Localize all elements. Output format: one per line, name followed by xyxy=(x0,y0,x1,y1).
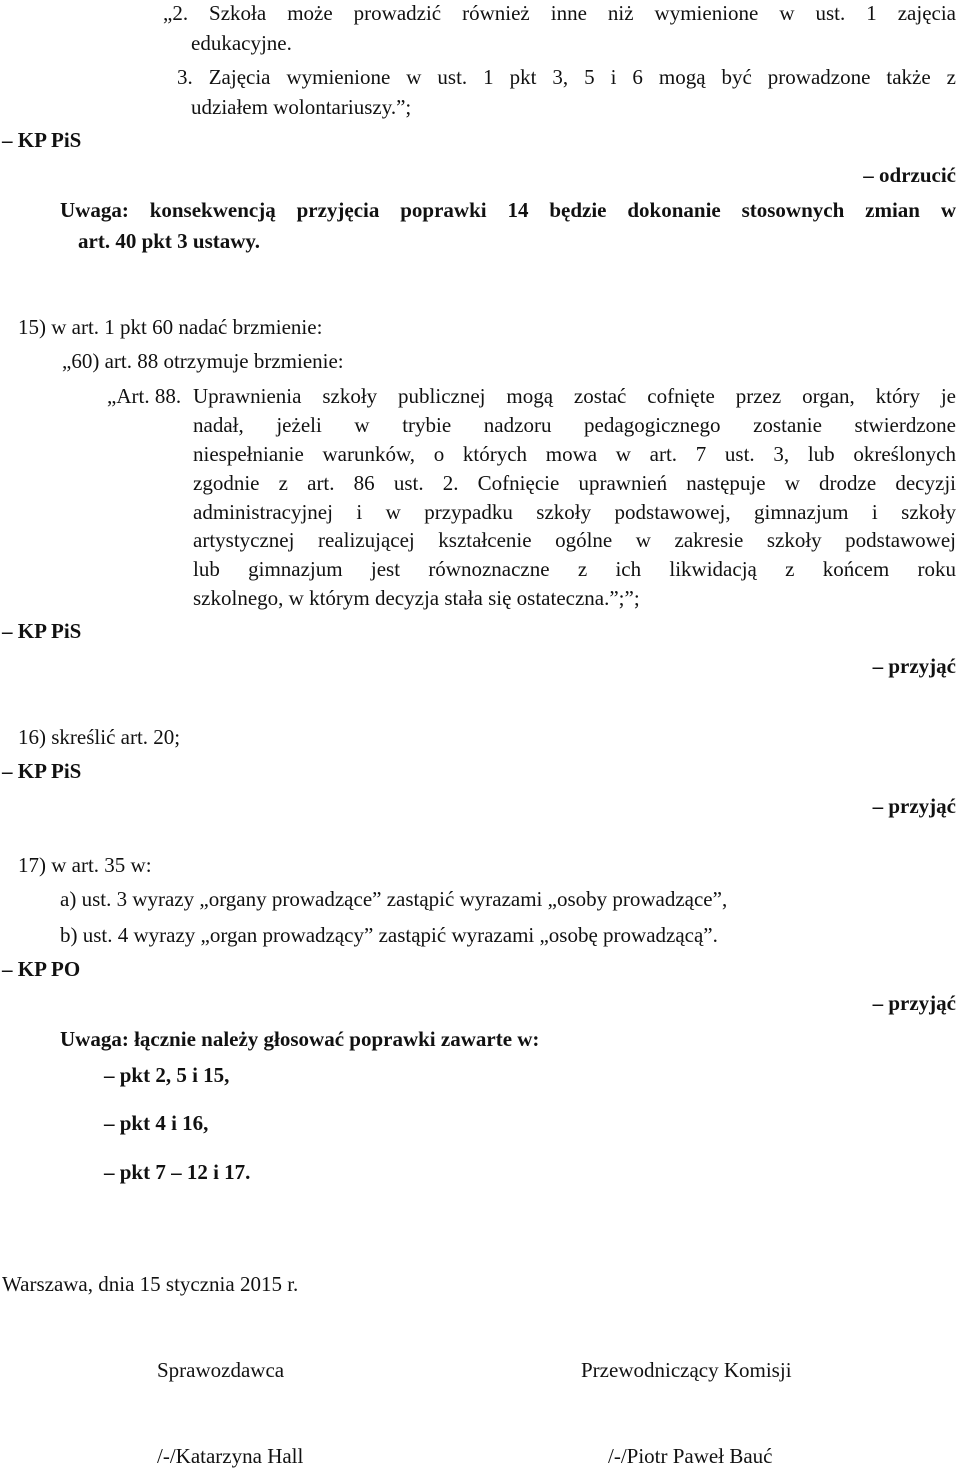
signature-left-role: Sprawozdawca xyxy=(157,1358,285,1382)
joint-note-item-1: – pkt 2, 5 i 15, xyxy=(104,1063,230,1087)
amend15-decision: – przyjąć xyxy=(872,654,956,678)
amend17-b: b) ust. 4 wyrazy „organ prowadzący” zastąpić wyrazami „osobę prowadzącą”. xyxy=(60,923,718,947)
amend14-item2-line1: „2. Szkoła może prowadzić również inne niż wymienione w ust. 1 zajęcia xyxy=(163,1,956,25)
joint-note-item-3: – pkt 7 – 12 i 17. xyxy=(104,1160,251,1184)
place-date: Warszawa, dnia 15 stycznia 2015 r. xyxy=(2,1272,299,1296)
amend16-decision: – przyjąć xyxy=(872,794,956,818)
amend15-heading: 15) w art. 1 pkt 60 nadać brzmienie: xyxy=(18,315,323,339)
amend17-heading: 17) w art. 35 w: xyxy=(18,853,152,877)
amend15-line-1: Uprawnienia szkoły publicznej mogą zostać cofnięte przez organ, który je xyxy=(193,384,956,408)
note1-line1: Uwaga: konsekwencją przyjęcia poprawki 14 będzie dokonanie stosownych zmian w xyxy=(60,198,956,222)
amend14-item3-line1: 3. Zajęcia wymienione w ust. 1 pkt 3, 5 i 6 mogą być prowadzone także z xyxy=(177,65,956,89)
amend17-proposer: – KP PO xyxy=(2,957,81,981)
amend15-line-6: artystycznej realizującej kształcenie ogólne w zakresie szkoły podstawowej xyxy=(193,528,956,552)
amend15-sub: „60) art. 88 otrzymuje brzmienie: xyxy=(62,349,344,373)
amend14-item2-line2: edukacyjne. xyxy=(191,31,292,55)
amend15-line-4: zgodnie z art. 86 ust. 2. Cofnięcie uprawnień następuje w drodze decyzji xyxy=(193,471,956,495)
amend15-lead: „Art. 88. xyxy=(107,384,182,408)
vote1-proposer: – KP PiS xyxy=(2,128,82,152)
vote1-decision: – odrzucić xyxy=(863,163,956,187)
amend15-line-5: administracyjnej i w przypadku szkoły podstawowej, gimnazjum i szkoły xyxy=(193,500,956,524)
signature-right-role: Przewodniczący Komisji xyxy=(581,1358,792,1382)
signature-right-name: /-/Piotr Paweł Bauć xyxy=(608,1444,773,1468)
amend16-proposer: – KP PiS xyxy=(2,759,82,783)
amend15-line-8: szkolnego, w którym decyzja stała się ostateczna.”;”; xyxy=(193,586,640,610)
amend15-line-7: lub gimnazjum jest równoznaczne z ich likwidacją z końcem roku xyxy=(193,557,956,581)
signature-left-name: /-/Katarzyna Hall xyxy=(157,1444,304,1468)
joint-note-title: Uwaga: łącznie należy głosować poprawki zawarte w: xyxy=(60,1027,540,1051)
amend17-decision: – przyjąć xyxy=(872,991,956,1015)
amend15-line-2: nadał, jeżeli w trybie nadzoru pedagogicznego zostanie stwierdzone xyxy=(193,413,956,437)
amend15-line-3: niespełnianie warunków, o których mowa w art. 7 ust. 3, lub określonych xyxy=(193,442,956,466)
amend15-proposer: – KP PiS xyxy=(2,619,82,643)
joint-note-item-2: – pkt 4 i 16, xyxy=(104,1111,209,1135)
amend17-a: a) ust. 3 wyrazy „organy prowadzące” zastąpić wyrazami „osoby prowadzące”, xyxy=(60,887,728,911)
amend16-text: 16) skreślić art. 20; xyxy=(18,725,181,749)
note1-line2: art. 40 pkt 3 ustawy. xyxy=(78,229,261,253)
amend14-item3-line2: udziałem wolontariuszy.”; xyxy=(191,95,412,119)
